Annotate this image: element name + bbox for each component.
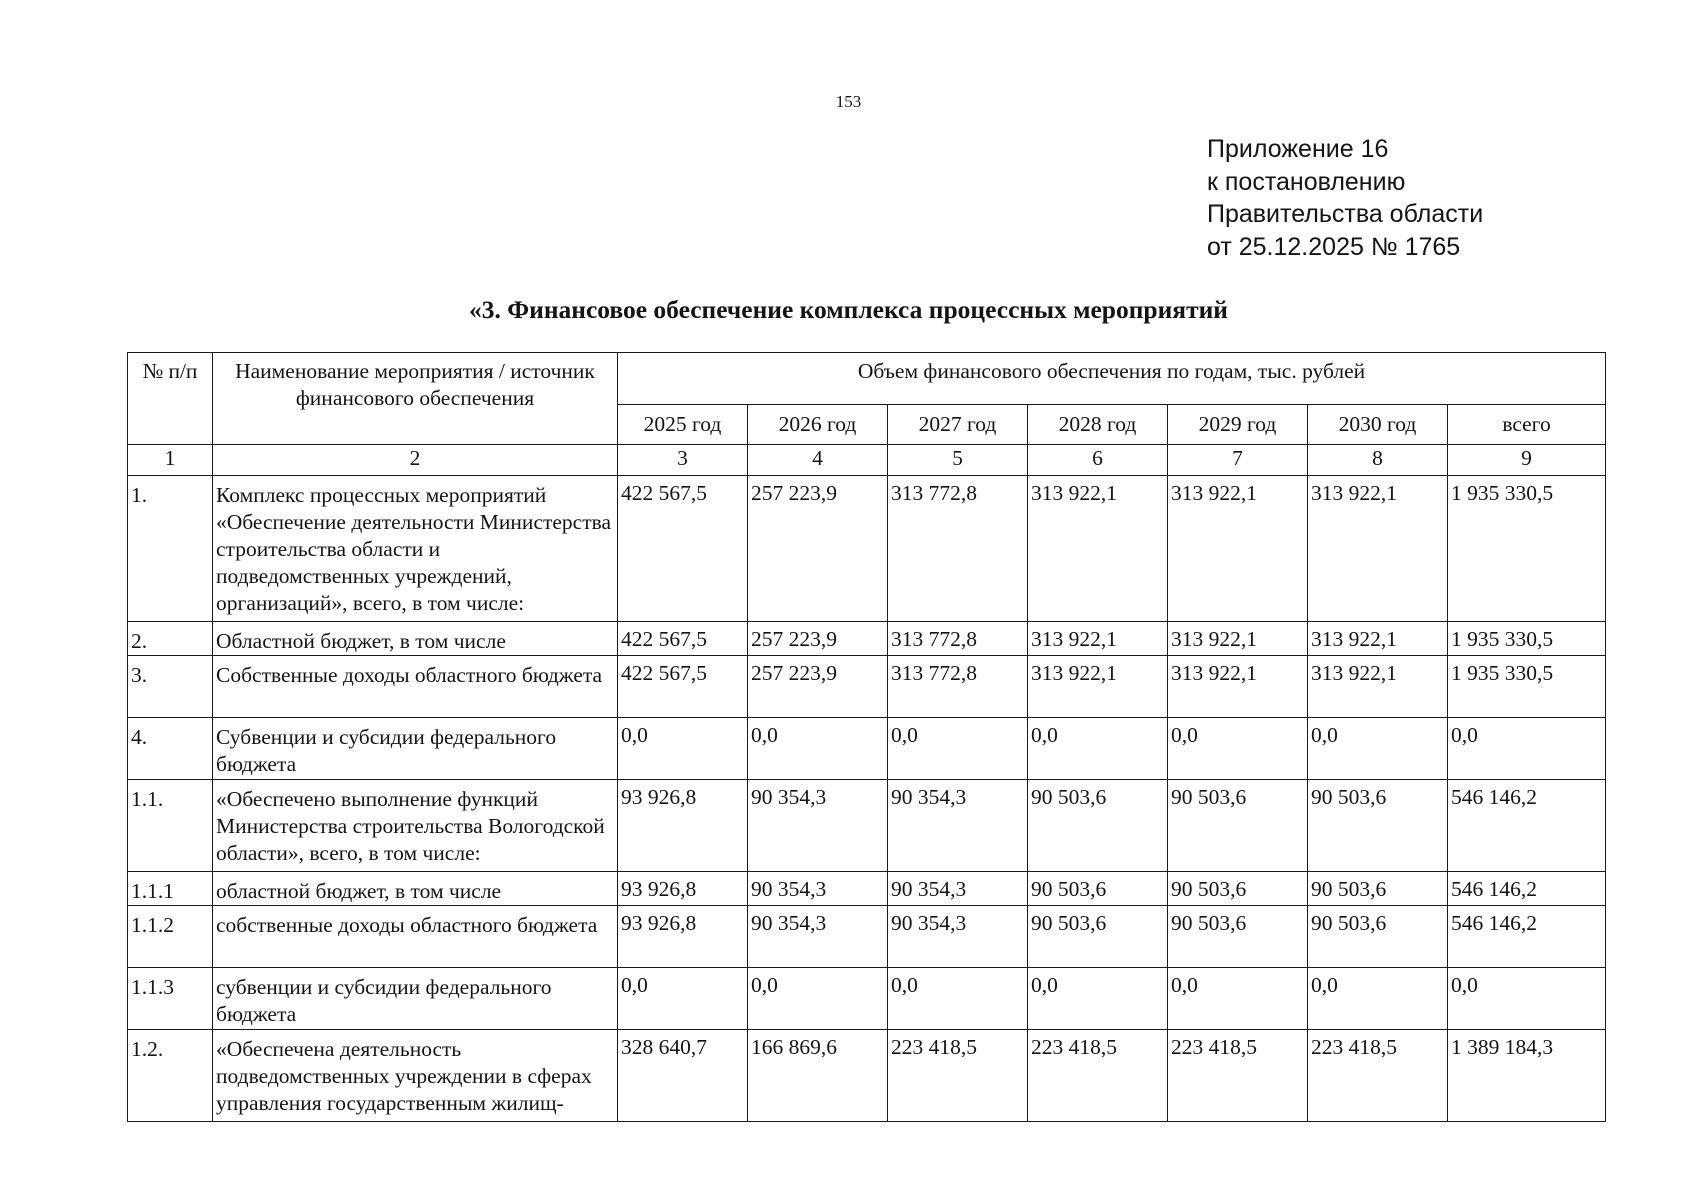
row-name: собственные доходы областного бюджета <box>213 906 618 968</box>
header-volume: Объем финансового обеспечения по годам, тыс. рублей <box>618 353 1606 405</box>
row-value: 90 503,6 <box>1028 780 1168 872</box>
column-number: 1 <box>128 445 213 476</box>
appendix-line-3: Правительства области <box>1207 200 1484 228</box>
column-number: 4 <box>748 445 888 476</box>
row-name: Собственные доходы областного бюджета <box>213 656 618 718</box>
header-year: 2027 год <box>888 405 1028 445</box>
row-number: 1.2. <box>128 1030 213 1122</box>
row-value: 313 922,1 <box>1028 476 1168 622</box>
table-row <box>128 780 1606 872</box>
row-value: 0,0 <box>1308 968 1448 1030</box>
row-value: 313 922,1 <box>1308 656 1448 718</box>
row-total: 1 935 330,5 <box>1448 476 1606 622</box>
document-title: «3. Финансовое обеспечение комплекса процессных мероприятий <box>468 295 1229 324</box>
row-value: 93 926,8 <box>618 780 748 872</box>
row-value: 90 503,6 <box>1308 780 1448 872</box>
financing-table <box>127 352 1606 1122</box>
row-number: 3. <box>128 656 213 718</box>
table-row <box>128 906 1606 968</box>
row-value: 328 640,7 <box>618 1030 748 1122</box>
row-value: 223 418,5 <box>1028 1030 1168 1122</box>
row-total: 1 935 330,5 <box>1448 656 1606 718</box>
row-value: 166 869,6 <box>748 1030 888 1122</box>
header-year: 2030 год <box>1308 405 1448 445</box>
column-number: 5 <box>888 445 1028 476</box>
row-value: 90 503,6 <box>1028 872 1168 906</box>
row-number: 2. <box>128 622 213 656</box>
row-value: 313 922,1 <box>1168 476 1308 622</box>
row-value: 0,0 <box>1028 968 1168 1030</box>
row-number: 1. <box>128 476 213 622</box>
row-value: 90 354,3 <box>748 906 888 968</box>
header-year: 2029 год <box>1168 405 1308 445</box>
row-value: 90 503,6 <box>1168 872 1308 906</box>
appendix-line-4: от 25.12.2025 № 1765 <box>1207 232 1461 261</box>
row-value: 0,0 <box>1168 718 1308 780</box>
row-value: 313 922,1 <box>1308 476 1448 622</box>
column-number: 3 <box>618 445 748 476</box>
row-name: субвенции и субсидии федерального бюджета <box>213 968 618 1030</box>
row-value: 313 922,1 <box>1168 656 1308 718</box>
row-value: 0,0 <box>1168 968 1308 1030</box>
header-year: 2025 год <box>618 405 748 445</box>
row-value: 93 926,8 <box>618 906 748 968</box>
row-value: 257 223,9 <box>748 476 888 622</box>
row-value: 0,0 <box>618 718 748 780</box>
row-value: 0,0 <box>888 718 1028 780</box>
row-value: 90 503,6 <box>1168 906 1308 968</box>
row-total: 546 146,2 <box>1448 872 1606 906</box>
row-value: 90 354,3 <box>748 780 888 872</box>
row-value: 0,0 <box>1028 718 1168 780</box>
row-value: 90 503,6 <box>1308 872 1448 906</box>
row-name: Комплекс процессных мероприятий «Обеспечение деятельности Министерства строительства области и подведомственных учреждений, организаций», всего, в том числе: <box>213 476 618 622</box>
table-row <box>128 476 1606 622</box>
header-number: № п/п <box>128 353 213 445</box>
row-value: 90 503,6 <box>1028 906 1168 968</box>
header-name: Наименование мероприятия / источник финансового обеспечения <box>213 353 618 445</box>
row-name: областной бюджет, в том числе <box>213 872 618 906</box>
row-value: 313 922,1 <box>1308 622 1448 656</box>
row-name: «Обеспечена деятельность подведомственных учреждении в сферах управления государственным жилищ- <box>213 1030 618 1122</box>
row-number: 1.1. <box>128 780 213 872</box>
row-value: 90 354,3 <box>888 872 1028 906</box>
row-number: 4. <box>128 718 213 780</box>
row-name: «Обеспечено выполнение функций Министерства строительства Вологодской области», всего, в том числе: <box>213 780 618 872</box>
row-value: 0,0 <box>888 968 1028 1030</box>
table-row <box>128 1030 1606 1122</box>
row-total: 546 146,2 <box>1448 780 1606 872</box>
row-name: Областной бюджет, в том числе <box>213 622 618 656</box>
column-number: 2 <box>213 445 618 476</box>
header-total: всего <box>1448 405 1606 445</box>
table-row <box>128 718 1606 780</box>
column-number: 8 <box>1308 445 1448 476</box>
table-row <box>128 968 1606 1030</box>
row-total: 0,0 <box>1448 718 1606 780</box>
row-value: 422 567,5 <box>618 656 748 718</box>
appendix-line-2: к постановлению <box>1207 167 1406 196</box>
row-value: 90 354,3 <box>748 872 888 906</box>
row-value: 223 418,5 <box>1308 1030 1448 1122</box>
table-row <box>128 656 1606 718</box>
row-value: 90 503,6 <box>1308 906 1448 968</box>
row-number: 1.1.3 <box>128 968 213 1030</box>
column-number-row <box>128 445 1606 476</box>
row-value: 313 922,1 <box>1028 622 1168 656</box>
row-value: 90 354,3 <box>888 780 1028 872</box>
row-value: 90 503,6 <box>1168 780 1308 872</box>
appendix-line-1: Приложение 16 <box>1207 135 1389 163</box>
row-name: Субвенции и субсидии федерального бюджета <box>213 718 618 780</box>
header-year: 2028 год <box>1028 405 1168 445</box>
appendix-block <box>1207 133 1483 263</box>
row-value: 223 418,5 <box>888 1030 1028 1122</box>
row-value: 257 223,9 <box>748 622 888 656</box>
row-value: 257 223,9 <box>748 656 888 718</box>
row-value: 0,0 <box>748 968 888 1030</box>
table-row <box>128 622 1606 656</box>
row-number: 1.1.2 <box>128 906 213 968</box>
row-value: 93 926,8 <box>618 872 748 906</box>
header-year: 2026 год <box>748 405 888 445</box>
row-value: 0,0 <box>748 718 888 780</box>
row-value: 313 922,1 <box>1168 622 1308 656</box>
row-value: 313 922,1 <box>1028 656 1168 718</box>
row-total: 0,0 <box>1448 968 1606 1030</box>
row-value: 422 567,5 <box>618 476 748 622</box>
row-value: 313 772,8 <box>888 622 1028 656</box>
row-total: 1 389 184,3 <box>1448 1030 1606 1122</box>
column-number: 9 <box>1448 445 1606 476</box>
row-value: 313 772,8 <box>888 476 1028 622</box>
row-value: 90 354,3 <box>888 906 1028 968</box>
row-value: 313 772,8 <box>888 656 1028 718</box>
row-value: 0,0 <box>1308 718 1448 780</box>
row-total: 546 146,2 <box>1448 906 1606 968</box>
row-total: 1 935 330,5 <box>1448 622 1606 656</box>
row-value: 223 418,5 <box>1168 1030 1308 1122</box>
row-value: 422 567,5 <box>618 622 748 656</box>
page-number: 153 <box>835 92 862 111</box>
row-number: 1.1.1 <box>128 872 213 906</box>
table-row <box>128 872 1606 906</box>
row-value: 0,0 <box>618 968 748 1030</box>
column-number: 6 <box>1028 445 1168 476</box>
column-number: 7 <box>1168 445 1308 476</box>
